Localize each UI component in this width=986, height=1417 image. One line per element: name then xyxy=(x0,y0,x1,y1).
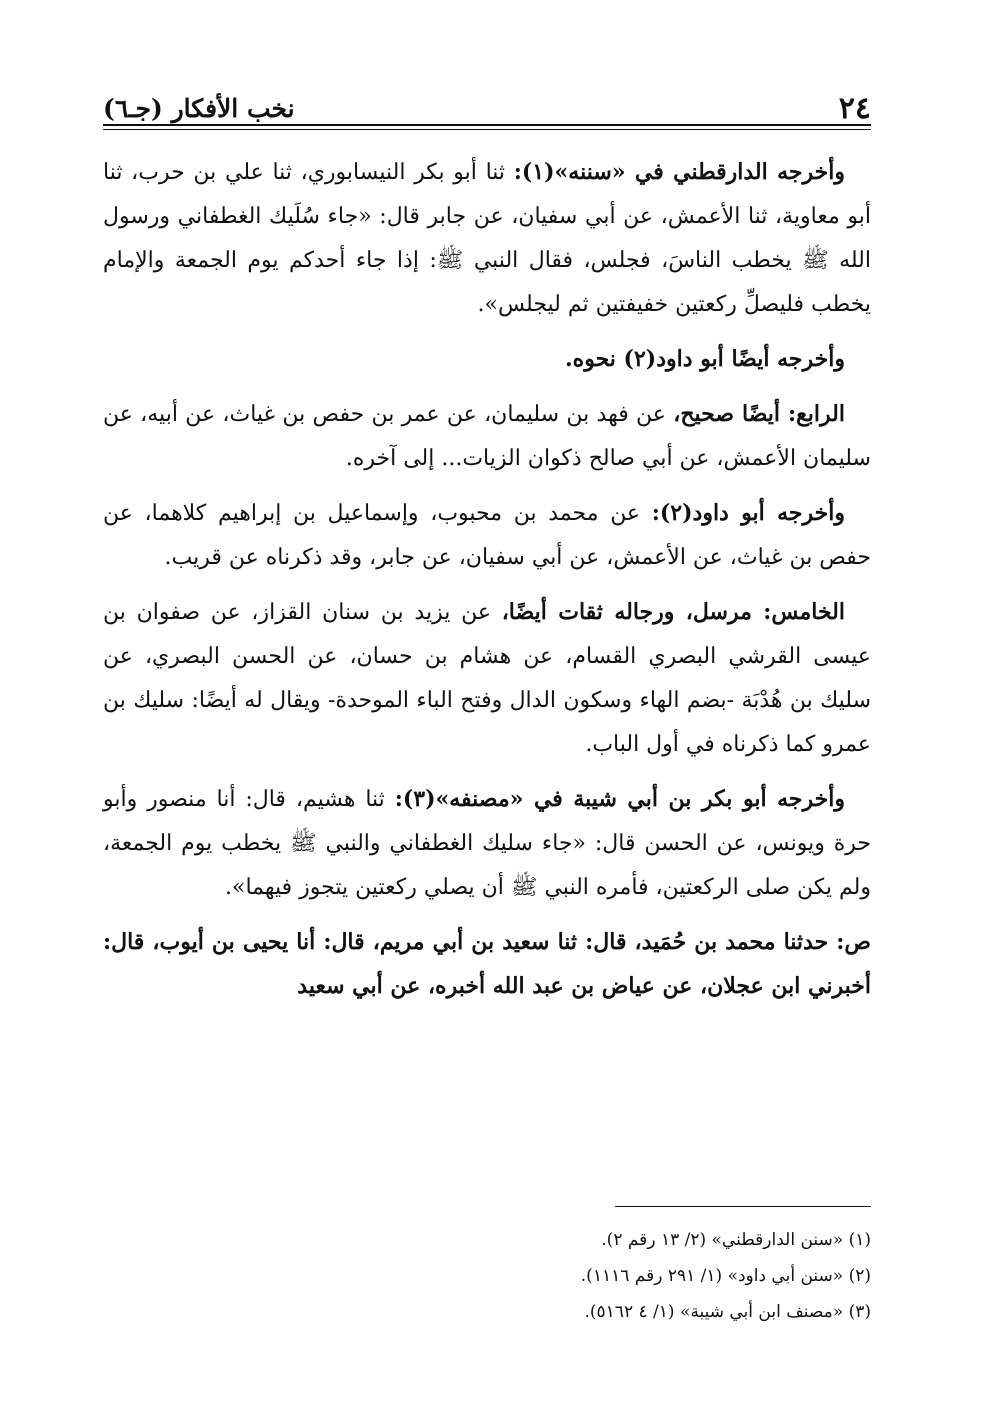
footnote: (١) «سنن الدارقطني» (٢/ ١٣ رقم ٢). xyxy=(601,1230,871,1250)
running-title: نخب الأفكار (جـ٦) xyxy=(103,94,295,123)
page-header xyxy=(103,80,871,126)
paragraph xyxy=(103,150,871,327)
footnote: (٣) «مصنف ابن أبي شيبة» (١/ ٤ ٥١٦٢). xyxy=(584,1302,871,1322)
page-number: ٢٤ xyxy=(838,91,871,126)
paragraph xyxy=(103,337,871,382)
paragraph xyxy=(103,491,871,580)
paragraph xyxy=(103,590,871,767)
footnote-rule xyxy=(615,1206,871,1207)
hadith-text: ص: حدثنا محمد بن حُمَيد، قال: ثنا سعيد بن أبي مريم، قال: أنا يحيى بن أيوب، قال: أخبرني ابن عجلان، عن عياض بن عبد الله أخبره، عن أبي سعيد xyxy=(103,929,871,999)
paragraph-lead: وأخرجه الدارقطني في «سننه»(١): xyxy=(513,159,845,185)
paragraph-text: عن محمد بن محبوب، وإسماعيل بن إبراهيم كلاهما، عن حفص بن غياث، عن الأعمش، عن أبي سفيان، عن جابر، وقد ذكرناه عن قريب. xyxy=(103,501,871,570)
paragraph-lead: وأخرجه أبو بكر بن أبي شيبة في «مصنفه»(٣): xyxy=(394,786,845,812)
paragraph-text: ثنا أبو بكر النيسابوري، ثنا علي بن حرب، ثنا أبو معاوية، ثنا الأعمش، عن أبي سفيان، عن جابر قال: «جاء سُلَيك الغطفاني ورسول الله ﷺ يخطب الناسَ، فجلس، فقال النبي ﷺ: إذا جاء أحدكم يوم الجمعة والإمام يخطب فليصلِّ ركعتين خفيفتين ثم ليجلس». xyxy=(103,160,871,317)
body-text xyxy=(103,150,871,1018)
paragraph-lead: وأخرجه أبو داود(٢): xyxy=(651,500,846,526)
paragraph-text: عن يزيد بن سنان القزاز، عن صفوان بن عيسى القرشي البصري القسام، عن هشام بن حسان، عن الحسن البصري، عن سليك بن هُدْبَة -بضم الهاء وسكون الدال وفتح الباء الموحدة- ويقال له أيضًا: سليك بن عمرو كما ذكرناه في أول الباب. xyxy=(103,600,871,757)
header-rule-thin xyxy=(103,129,871,130)
paragraph-text: عن فهد بن سليمان، عن عمر بن حفص بن غياث، عن أبيه، عن سليمان الأعمش، عن أبي صالح ذكوان الزيات... إلى آخره. xyxy=(103,402,871,471)
footnotes xyxy=(103,1222,871,1330)
paragraph-lead: الرابع: أيضًا صحيح، xyxy=(673,401,845,427)
footnote: (٢) «سنن أبي داود» (١/ ٢٩١ رقم ١١١٦). xyxy=(580,1266,871,1286)
paragraph-lead: وأخرجه أيضًا أبو داود(٢) نحوه. xyxy=(565,346,845,372)
header-rule xyxy=(103,124,871,126)
paragraph xyxy=(103,777,871,910)
paragraph-text: ثنا هشيم، قال: أنا منصور وأبو حرة ويونس، عن الحسن قال: «جاء سليك الغطفاني والنبي ﷺ يخطب يوم الجمعة، ولم يكن صلى الركعتين، فأمره النبي ﷺ أن يصلي ركعتين يتجوز فيهما». xyxy=(103,787,871,900)
paragraph xyxy=(103,392,871,481)
paragraph-lead: الخامس: مرسل، ورجاله ثقات أيضًا، xyxy=(501,599,845,625)
